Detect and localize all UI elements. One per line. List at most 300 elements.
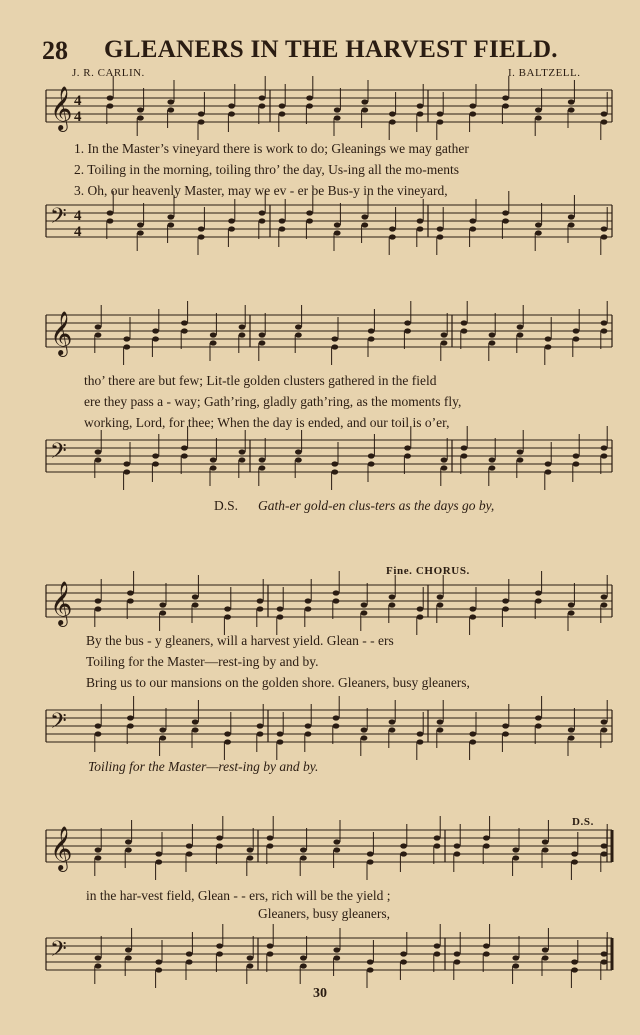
note-head: [361, 602, 368, 607]
note-head: [417, 111, 424, 116]
note-head: [137, 107, 144, 112]
note-head: [512, 855, 519, 860]
note-head: [601, 727, 608, 732]
note-head: [331, 461, 338, 466]
note-head: [542, 947, 549, 952]
system-1-verse-3: 3. Oh, our heavenly Master, may we ev - er be Bus-y in the vineyard,: [74, 183, 448, 198]
note-head: [210, 457, 217, 462]
system-4-staves: [0, 820, 640, 990]
note-head: [224, 614, 231, 619]
note-head: [210, 332, 217, 337]
note-head: [441, 332, 448, 337]
note-head: [239, 457, 246, 462]
note-head: [210, 340, 217, 345]
note-head: [300, 847, 307, 852]
note-head: [389, 111, 396, 116]
note-head: [437, 111, 444, 116]
note-head: [389, 602, 396, 607]
note-head: [368, 328, 375, 333]
note-head: [535, 723, 542, 728]
note-head: [601, 328, 608, 333]
note-head: [216, 951, 223, 956]
note-head: [417, 103, 424, 108]
note-head: [400, 951, 407, 956]
note-head: [601, 445, 608, 450]
note-head: [279, 111, 286, 116]
note-head: [152, 336, 159, 341]
note-head: [159, 610, 166, 615]
note-head: [257, 723, 264, 728]
note-head: [333, 839, 340, 844]
note-head: [512, 847, 519, 852]
note-head: [601, 320, 608, 325]
note-head: [389, 119, 396, 124]
note-head: [107, 210, 114, 215]
note-head: [259, 218, 266, 223]
note-head: [367, 967, 374, 972]
note-head: [441, 457, 448, 462]
note-head: [417, 614, 424, 619]
treble-clef-icon: 𝄞: [50, 86, 73, 130]
note-head: [167, 107, 174, 112]
note-head: [259, 340, 266, 345]
note-head: [568, 602, 575, 607]
note-head: [367, 859, 374, 864]
hymn-number: 28: [42, 36, 68, 65]
note-head: [198, 234, 205, 239]
note-head: [181, 445, 188, 450]
page-number: 30: [313, 986, 327, 1001]
note-head: [535, 115, 542, 120]
note-head: [573, 453, 580, 458]
note-head: [601, 719, 608, 724]
note-head: [437, 234, 444, 239]
note-head: [198, 226, 205, 231]
note-head: [127, 598, 134, 603]
note-head: [333, 847, 340, 852]
note-head: [267, 943, 274, 948]
system-4-verse-1: in the har-vest field, Glean - - ers, rich will be the yield ;: [86, 888, 391, 903]
note-head: [542, 847, 549, 852]
note-head: [573, 461, 580, 466]
note-head: [228, 103, 235, 108]
ds-label: D.S.: [214, 498, 239, 513]
note-head: [224, 739, 231, 744]
note-head: [167, 99, 174, 104]
note-head: [267, 951, 274, 956]
note-head: [404, 320, 411, 325]
note-head: [198, 119, 205, 124]
note-head: [239, 449, 246, 454]
note-head: [295, 332, 302, 337]
note-head: [601, 959, 608, 964]
note-head: [123, 469, 130, 474]
note-head: [224, 731, 231, 736]
note-head: [483, 943, 490, 948]
note-head: [333, 715, 340, 720]
note-head: [469, 606, 476, 611]
note-head: [259, 210, 266, 215]
note-head: [247, 955, 254, 960]
note-head: [571, 967, 578, 972]
note-head: [181, 328, 188, 333]
note-head: [417, 739, 424, 744]
note-head: [305, 723, 312, 728]
note-head: [155, 959, 162, 964]
note-head: [300, 955, 307, 960]
note-head: [601, 119, 608, 124]
note-head: [334, 230, 341, 235]
note-head: [186, 843, 193, 848]
note-head: [400, 959, 407, 964]
note-head: [334, 107, 341, 112]
note-head: [125, 947, 132, 952]
bass-clef-icon: 𝄢: [50, 709, 67, 739]
treble-clef-icon: 𝄞: [50, 826, 73, 870]
note-head: [279, 103, 286, 108]
note-head: [502, 218, 509, 223]
note-head: [437, 226, 444, 231]
note-head: [331, 336, 338, 341]
bass-staff: [46, 426, 612, 490]
note-head: [334, 115, 341, 120]
note-head: [137, 222, 144, 227]
note-head: [259, 465, 266, 470]
note-head: [361, 99, 368, 104]
treble-staff: [46, 571, 612, 635]
time-signature-top: 4: [74, 93, 82, 109]
note-head: [601, 594, 608, 599]
note-head: [300, 855, 307, 860]
note-head: [127, 723, 134, 728]
note-head: [333, 598, 340, 603]
note-head: [368, 461, 375, 466]
note-head: [512, 963, 519, 968]
note-head: [517, 457, 524, 462]
note-head: [295, 449, 302, 454]
note-head: [568, 222, 575, 227]
note-head: [367, 959, 374, 964]
note-head: [601, 453, 608, 458]
note-head: [535, 222, 542, 227]
note-head: [367, 851, 374, 856]
note-head: [186, 851, 193, 856]
note-head: [159, 735, 166, 740]
note-head: [305, 598, 312, 603]
note-head: [277, 606, 284, 611]
note-head: [601, 851, 608, 856]
note-head: [239, 332, 246, 337]
note-head: [461, 320, 468, 325]
note-head: [571, 859, 578, 864]
fine-chorus-marker: Fine. CHORUS.: [386, 565, 470, 577]
note-head: [469, 731, 476, 736]
note-head: [334, 222, 341, 227]
note-head: [512, 955, 519, 960]
bass-staff: [46, 191, 612, 255]
system-1-verse-2: 2. Toiling in the morning, toiling thro’ the day, Us-ing all the mo-ments: [74, 162, 460, 177]
note-head: [95, 731, 102, 736]
note-head: [483, 835, 490, 840]
hymn-title: GLEANERS IN THE HARVEST FIELD.: [104, 36, 558, 63]
note-head: [441, 340, 448, 345]
note-head: [305, 606, 312, 611]
note-head: [437, 719, 444, 724]
note-head: [489, 340, 496, 345]
note-head: [502, 103, 509, 108]
note-head: [417, 731, 424, 736]
note-head: [306, 103, 313, 108]
note-head: [454, 959, 461, 964]
note-head: [601, 951, 608, 956]
note-head: [306, 210, 313, 215]
note-head: [502, 731, 509, 736]
note-head: [489, 465, 496, 470]
note-head: [247, 963, 254, 968]
note-head: [434, 835, 441, 840]
note-head: [198, 111, 205, 116]
note-head: [545, 336, 552, 341]
note-head: [469, 739, 476, 744]
note-head: [216, 835, 223, 840]
system-2-verse-3: working, Lord, for thee; When the day is ended, and our toil is o’er,: [84, 415, 450, 430]
note-head: [535, 598, 542, 603]
note-head: [368, 453, 375, 458]
note-head: [277, 731, 284, 736]
note-head: [437, 119, 444, 124]
note-head: [361, 727, 368, 732]
note-head: [257, 731, 264, 736]
note-head: [181, 453, 188, 458]
note-head: [181, 320, 188, 325]
note-head: [417, 606, 424, 611]
note-head: [502, 606, 509, 611]
composer-credit: I. BALTZELL.: [508, 67, 581, 79]
note-head: [434, 943, 441, 948]
note-head: [107, 103, 114, 108]
note-head: [535, 230, 542, 235]
note-head: [601, 843, 608, 848]
note-head: [216, 943, 223, 948]
note-head: [267, 835, 274, 840]
note-head: [483, 951, 490, 956]
note-head: [95, 457, 102, 462]
note-head: [239, 324, 246, 329]
note-head: [125, 955, 132, 960]
ds-lyric: Gath-er gold-en clus-ters as the days go by,: [258, 498, 495, 513]
author-credit: J. R. CARLIN.: [72, 67, 145, 79]
note-head: [469, 111, 476, 116]
treble-staff: [46, 301, 612, 365]
note-head: [361, 610, 368, 615]
note-head: [210, 465, 217, 470]
note-head: [127, 715, 134, 720]
note-head: [259, 332, 266, 337]
note-head: [152, 453, 159, 458]
treble-staff: [46, 76, 612, 140]
note-head: [306, 218, 313, 223]
note-head: [95, 332, 102, 337]
note-head: [571, 959, 578, 964]
note-head: [417, 218, 424, 223]
note-head: [107, 95, 114, 100]
note-head: [247, 847, 254, 852]
note-head: [300, 963, 307, 968]
note-head: [400, 851, 407, 856]
note-head: [601, 234, 608, 239]
note-head: [123, 344, 130, 349]
note-head: [535, 590, 542, 595]
note-head: [389, 727, 396, 732]
note-head: [404, 445, 411, 450]
note-head: [441, 465, 448, 470]
note-head: [437, 602, 444, 607]
note-head: [469, 226, 476, 231]
note-head: [437, 594, 444, 599]
system-2-verse-1: tho’ there are but few; Lit-tle golden clusters gathered in the field: [84, 373, 437, 388]
note-head: [228, 111, 235, 116]
ds-marker: D.S.: [572, 816, 594, 828]
note-head: [571, 851, 578, 856]
treble-clef-icon: 𝄞: [50, 311, 73, 355]
note-head: [228, 226, 235, 231]
note-head: [155, 967, 162, 972]
note-head: [125, 847, 132, 852]
note-head: [502, 95, 509, 100]
treble-clef-icon: 𝄞: [50, 581, 73, 625]
note-head: [601, 226, 608, 231]
note-head: [454, 843, 461, 848]
note-head: [257, 606, 264, 611]
note-head: [127, 590, 134, 595]
note-head: [542, 955, 549, 960]
note-head: [152, 328, 159, 333]
note-head: [137, 115, 144, 120]
note-head: [568, 214, 575, 219]
note-head: [159, 602, 166, 607]
system-2-verse-2: ere they pass a - way; Gath’ring, gladly gath’ring, as the moments fly,: [84, 394, 462, 409]
system-3-verse-2: Toiling for the Master—rest-ing by and by.: [86, 654, 319, 669]
note-head: [306, 95, 313, 100]
note-head: [331, 469, 338, 474]
note-head: [545, 461, 552, 466]
note-head: [192, 602, 199, 607]
note-head: [517, 332, 524, 337]
note-head: [295, 457, 302, 462]
note-head: [277, 739, 284, 744]
note-head: [568, 107, 575, 112]
note-head: [95, 449, 102, 454]
bass-clef-icon: 𝄢: [50, 937, 67, 967]
note-head: [545, 344, 552, 349]
bass-clef-icon: 𝄢: [50, 439, 67, 469]
note-head: [361, 222, 368, 227]
note-head: [389, 719, 396, 724]
time-signature-bottom: 4: [74, 224, 82, 240]
note-head: [573, 328, 580, 333]
note-head: [437, 727, 444, 732]
note-head: [123, 461, 130, 466]
note-head: [389, 234, 396, 239]
note-head: [404, 328, 411, 333]
note-head: [454, 851, 461, 856]
note-head: [107, 218, 114, 223]
note-head: [167, 214, 174, 219]
note-head: [333, 955, 340, 960]
note-head: [95, 606, 102, 611]
note-head: [186, 951, 193, 956]
note-head: [469, 614, 476, 619]
note-head: [361, 107, 368, 112]
note-head: [461, 453, 468, 458]
treble-staff: [46, 816, 612, 880]
note-head: [95, 855, 102, 860]
note-head: [535, 107, 542, 112]
note-head: [247, 855, 254, 860]
note-head: [535, 715, 542, 720]
note-head: [568, 727, 575, 732]
note-head: [545, 469, 552, 474]
note-head: [417, 226, 424, 231]
note-head: [295, 324, 302, 329]
note-head: [167, 222, 174, 227]
note-head: [333, 590, 340, 595]
system-3-verse-1: By the bus - y gleaners, will a harvest yield. Glean - - ers: [86, 633, 394, 648]
note-head: [461, 328, 468, 333]
note-head: [155, 851, 162, 856]
note-head: [454, 951, 461, 956]
system-4-verse-2: Gleaners, busy gleaners,: [258, 906, 390, 921]
note-head: [228, 218, 235, 223]
note-head: [361, 735, 368, 740]
time-signature-bottom: 4: [74, 109, 82, 125]
note-head: [601, 111, 608, 116]
note-head: [568, 735, 575, 740]
bass-staff: [46, 696, 612, 760]
note-head: [568, 610, 575, 615]
note-head: [461, 445, 468, 450]
note-head: [267, 843, 274, 848]
note-head: [502, 598, 509, 603]
note-head: [434, 951, 441, 956]
note-head: [434, 843, 441, 848]
note-head: [400, 843, 407, 848]
note-head: [95, 324, 102, 329]
note-head: [257, 598, 264, 603]
note-head: [155, 859, 162, 864]
note-head: [502, 210, 509, 215]
note-head: [483, 843, 490, 848]
time-signature-top: 4: [74, 208, 82, 224]
note-head: [259, 103, 266, 108]
note-head: [159, 727, 166, 732]
bass-clef-icon: 𝄢: [50, 204, 67, 234]
note-head: [277, 614, 284, 619]
system-3-under-text: Toiling for the Master—rest-ing by and by.: [88, 759, 319, 774]
note-head: [517, 324, 524, 329]
note-head: [361, 214, 368, 219]
note-head: [573, 336, 580, 341]
note-head: [568, 99, 575, 104]
note-head: [259, 95, 266, 100]
note-head: [404, 453, 411, 458]
note-head: [95, 963, 102, 968]
note-head: [389, 594, 396, 599]
system-1-verse-1: 1. In the Master’s vineyard there is work to do; Gleanings we may gather: [74, 141, 469, 156]
note-head: [125, 839, 132, 844]
note-head: [192, 727, 199, 732]
note-head: [279, 226, 286, 231]
